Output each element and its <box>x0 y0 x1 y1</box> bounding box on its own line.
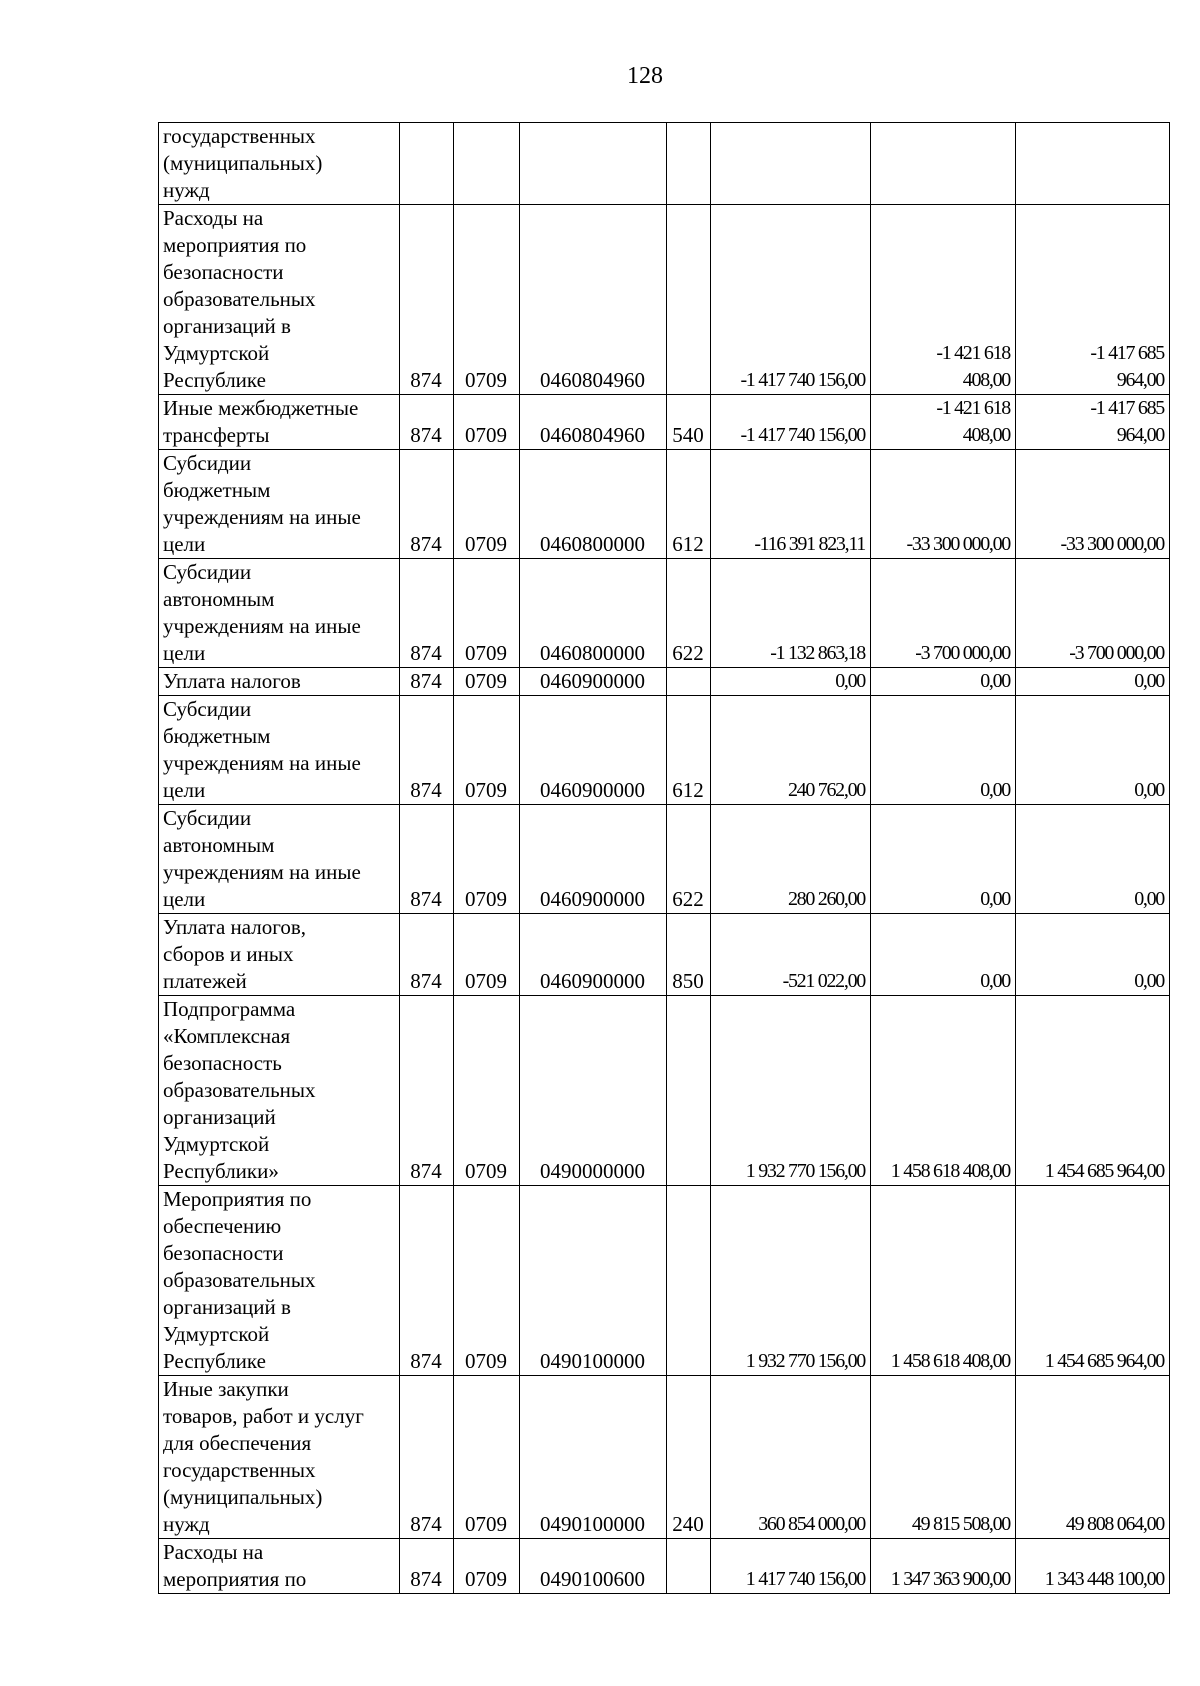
target-article-cell: 0460900000 <box>520 668 667 696</box>
expense-type-cell: 622 <box>667 559 711 668</box>
expense-type-cell: 540 <box>667 395 711 450</box>
section-code-cell: 0709 <box>454 1376 520 1539</box>
amount-3-cell: 0,00 <box>1016 914 1170 996</box>
amount-1-cell: 1 417 740 156,00 <box>711 1539 871 1594</box>
amount-1-cell: 1 932 770 156,00 <box>711 996 871 1186</box>
amount-3-cell: 1 343 448 100,00 <box>1016 1539 1170 1594</box>
budget-table <box>158 122 1170 1594</box>
section-code-cell: 0709 <box>454 914 520 996</box>
table-row <box>159 559 1170 668</box>
table-body <box>159 123 1170 1594</box>
amount-1-cell: 240 762,00 <box>711 696 871 805</box>
table-row <box>159 805 1170 914</box>
expense-type-cell <box>667 1539 711 1594</box>
table-row <box>159 914 1170 996</box>
amount-1-cell: 360 854 000,00 <box>711 1376 871 1539</box>
target-article-cell: 0460800000 <box>520 559 667 668</box>
expense-type-cell: 612 <box>667 450 711 559</box>
amount-2-cell: 0,00 <box>871 805 1016 914</box>
expense-type-cell: 850 <box>667 914 711 996</box>
ministry-code-cell <box>400 123 454 205</box>
amount-2-cell: -33 300 000,00 <box>871 450 1016 559</box>
amount-1-cell: 1 932 770 156,00 <box>711 1186 871 1376</box>
item-name-cell: Уплата налогов, сборов и иных платежей <box>159 914 400 996</box>
amount-2-cell: 0,00 <box>871 696 1016 805</box>
ministry-code-cell: 874 <box>400 996 454 1186</box>
amount-2-cell: -1 421 618 408,00 <box>871 395 1016 450</box>
amount-1-cell <box>711 123 871 205</box>
amount-2-cell <box>871 123 1016 205</box>
section-code-cell: 0709 <box>454 996 520 1186</box>
section-code-cell <box>454 123 520 205</box>
expense-type-cell <box>667 996 711 1186</box>
amount-1-cell: -116 391 823,11 <box>711 450 871 559</box>
ministry-code-cell: 874 <box>400 668 454 696</box>
amount-1-cell: 0,00 <box>711 668 871 696</box>
section-code-cell: 0709 <box>454 696 520 805</box>
ministry-code-cell: 874 <box>400 1376 454 1539</box>
amount-2-cell: 1 458 618 408,00 <box>871 996 1016 1186</box>
item-name-cell: Уплата налогов <box>159 668 400 696</box>
ministry-code-cell: 874 <box>400 1186 454 1376</box>
ministry-code-cell: 874 <box>400 805 454 914</box>
item-name-cell: Иные закупки товаров, работ и услуг для обеспечения государственных (муниципальных) нужд <box>159 1376 400 1539</box>
section-code-cell: 0709 <box>454 205 520 395</box>
target-article-cell: 0460900000 <box>520 805 667 914</box>
expense-type-cell: 240 <box>667 1376 711 1539</box>
amount-3-cell: -1 417 685 964,00 <box>1016 205 1170 395</box>
page-number: 128 <box>627 63 663 89</box>
amount-2-cell: 0,00 <box>871 914 1016 996</box>
table-row <box>159 996 1170 1186</box>
table-row <box>159 205 1170 395</box>
amount-3-cell: -1 417 685 964,00 <box>1016 395 1170 450</box>
amount-2-cell: -1 421 618 408,00 <box>871 205 1016 395</box>
ministry-code-cell: 874 <box>400 450 454 559</box>
item-name-cell: Расходы на мероприятия по безопасности образовательных организаций в Удмуртской Республике <box>159 205 400 395</box>
item-name-cell: Иные межбюджетные трансферты <box>159 395 400 450</box>
section-code-cell: 0709 <box>454 395 520 450</box>
section-code-cell: 0709 <box>454 1539 520 1594</box>
ministry-code-cell: 874 <box>400 914 454 996</box>
expense-type-cell: 612 <box>667 696 711 805</box>
expense-type-cell: 622 <box>667 805 711 914</box>
item-name-cell: Субсидии автономным учреждениям на иные цели <box>159 559 400 668</box>
amount-3-cell: -33 300 000,00 <box>1016 450 1170 559</box>
amount-2-cell: 1 458 618 408,00 <box>871 1186 1016 1376</box>
amount-1-cell: -1 132 863,18 <box>711 559 871 668</box>
item-name-cell: Субсидии бюджетным учреждениям на иные цели <box>159 696 400 805</box>
amount-3-cell: 0,00 <box>1016 696 1170 805</box>
section-code-cell: 0709 <box>454 559 520 668</box>
ministry-code-cell: 874 <box>400 696 454 805</box>
item-name-cell: государственных (муниципальных) нужд <box>159 123 400 205</box>
amount-2-cell: 49 815 508,00 <box>871 1376 1016 1539</box>
table-row <box>159 123 1170 205</box>
section-code-cell: 0709 <box>454 668 520 696</box>
item-name-cell: Субсидии бюджетным учреждениям на иные цели <box>159 450 400 559</box>
target-article-cell: 0490100600 <box>520 1539 667 1594</box>
amount-1-cell: -1 417 740 156,00 <box>711 395 871 450</box>
target-article-cell: 0460900000 <box>520 696 667 805</box>
expense-type-cell <box>667 668 711 696</box>
expense-type-cell <box>667 1186 711 1376</box>
target-article-cell: 0460800000 <box>520 450 667 559</box>
amount-3-cell <box>1016 123 1170 205</box>
item-name-cell: Мероприятия по обеспечению безопасности образовательных организаций в Удмуртской Республике <box>159 1186 400 1376</box>
target-article-cell: 0460804960 <box>520 395 667 450</box>
amount-2-cell: -3 700 000,00 <box>871 559 1016 668</box>
table-row <box>159 668 1170 696</box>
target-article-cell: 0460900000 <box>520 914 667 996</box>
table-row <box>159 696 1170 805</box>
amount-3-cell: -3 700 000,00 <box>1016 559 1170 668</box>
ministry-code-cell: 874 <box>400 205 454 395</box>
target-article-cell: 0490100000 <box>520 1186 667 1376</box>
amount-1-cell: -1 417 740 156,00 <box>711 205 871 395</box>
expense-type-cell <box>667 205 711 395</box>
table-row <box>159 1539 1170 1594</box>
target-article-cell: 0490000000 <box>520 996 667 1186</box>
table-row <box>159 395 1170 450</box>
amount-1-cell: -521 022,00 <box>711 914 871 996</box>
item-name-cell: Подпрограмма «Комплексная безопасность образовательных организаций Удмуртской Республики» <box>159 996 400 1186</box>
table-row <box>159 1376 1170 1539</box>
item-name-cell: Субсидии автономным учреждениям на иные цели <box>159 805 400 914</box>
section-code-cell: 0709 <box>454 450 520 559</box>
target-article-cell <box>520 123 667 205</box>
section-code-cell: 0709 <box>454 1186 520 1376</box>
amount-3-cell: 1 454 685 964,00 <box>1016 1186 1170 1376</box>
amount-3-cell: 0,00 <box>1016 805 1170 914</box>
amount-2-cell: 1 347 363 900,00 <box>871 1539 1016 1594</box>
target-article-cell: 0460804960 <box>520 205 667 395</box>
amount-3-cell: 1 454 685 964,00 <box>1016 996 1170 1186</box>
amount-1-cell: 280 260,00 <box>711 805 871 914</box>
expense-type-cell <box>667 123 711 205</box>
ministry-code-cell: 874 <box>400 559 454 668</box>
amount-2-cell: 0,00 <box>871 668 1016 696</box>
amount-3-cell: 49 808 064,00 <box>1016 1376 1170 1539</box>
section-code-cell: 0709 <box>454 805 520 914</box>
table-row <box>159 1186 1170 1376</box>
target-article-cell: 0490100000 <box>520 1376 667 1539</box>
ministry-code-cell: 874 <box>400 1539 454 1594</box>
ministry-code-cell: 874 <box>400 395 454 450</box>
item-name-cell: Расходы на мероприятия по <box>159 1539 400 1594</box>
amount-3-cell: 0,00 <box>1016 668 1170 696</box>
table-row <box>159 450 1170 559</box>
